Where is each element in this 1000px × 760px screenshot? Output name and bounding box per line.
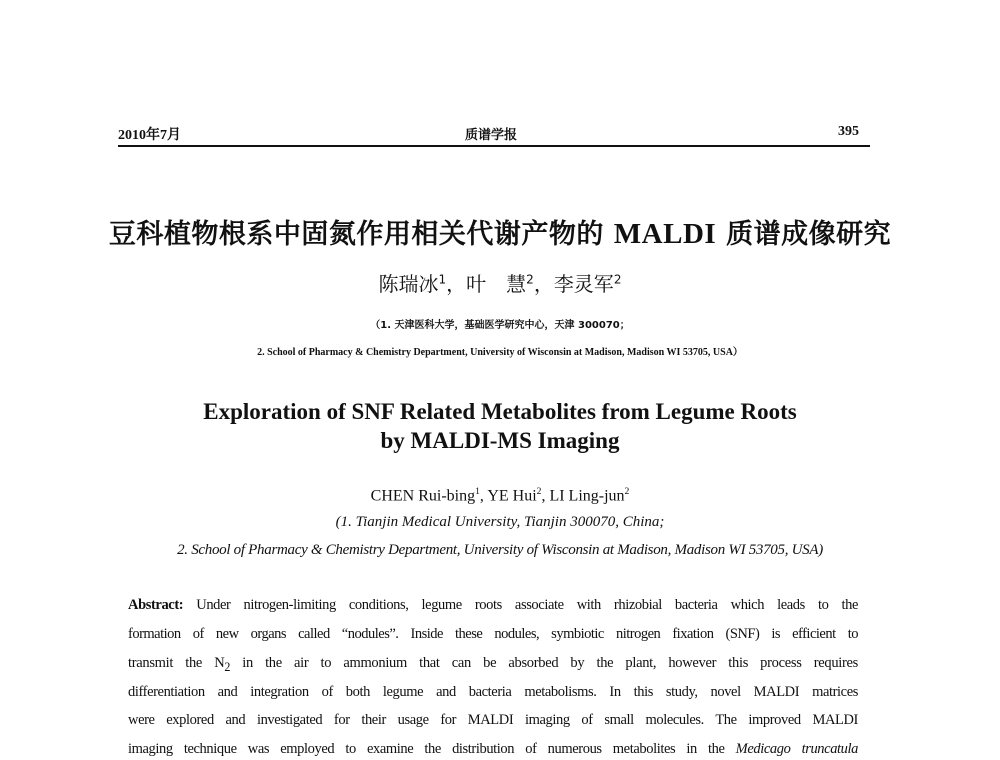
header-journal: 质谱学报 bbox=[465, 128, 518, 143]
abstract-line bbox=[128, 655, 858, 675]
english-title-line1: Exploration of SNF Related Metabolites from Legume Roots bbox=[203, 399, 797, 424]
header-page-number: 395 bbox=[838, 124, 859, 139]
english-affiliation-1: (1. Tianjin Medical University, Tianjin 300070, China; bbox=[335, 514, 665, 530]
chinese-title-part: 豆科植物根系中固氮作用相关代谢产物的 bbox=[108, 219, 604, 250]
header-date: 2010年7月 bbox=[118, 128, 181, 143]
abstract-text: formation of new organs called “nodules”. Inside these nodules, symbiotic nitrogen fixation (SNF) is efficient to bbox=[128, 626, 858, 642]
english-title-line2: by MALDI-MS Imaging bbox=[380, 428, 620, 453]
author-name: LI Ling-jun bbox=[549, 487, 625, 505]
header-rule bbox=[118, 145, 870, 147]
author-sup: 2 bbox=[536, 486, 542, 497]
abstract-line bbox=[128, 741, 858, 758]
abstract-text: imaging technique was employed to examine the distribution of numerous metabolites in the bbox=[128, 741, 725, 757]
subscript: 2 bbox=[224, 659, 231, 674]
abstract-text: were explored and investigated for their usage for MALDI imaging of small molecules. The improved MALDI bbox=[128, 712, 858, 728]
author-name: CHEN Rui-bing bbox=[370, 487, 476, 505]
author-sup: 1 bbox=[475, 486, 480, 497]
chinese-affiliation-1: （1. 天津医科大学，基础医学研究中心，天津 300070； bbox=[370, 320, 630, 331]
chinese-title-part: 质谱成像研究 bbox=[726, 219, 892, 250]
abstract-label: Abstract: bbox=[128, 597, 184, 613]
abstract-text: transmit the N bbox=[128, 655, 225, 671]
author-name: 陈瑞冰 bbox=[378, 272, 439, 296]
author-sup: 2 bbox=[526, 272, 534, 287]
english-authors: CHEN Rui-bing$^1$, YE Hui$^2$, LI Ling-jun$^2$ bbox=[370, 486, 630, 505]
abstract-text: Under nitrogen-limiting conditions, legume roots associate with rhizobial bacteria which leads to the bbox=[196, 597, 858, 613]
abstract-line bbox=[128, 712, 858, 729]
chinese-authors: 陈瑞冰$^1$，叶 慧$^2$，李灵军$^2$ bbox=[378, 272, 622, 296]
author-name: YE Hui bbox=[487, 487, 537, 505]
abstract-line bbox=[128, 626, 858, 643]
chinese-title bbox=[0, 212, 1000, 251]
abstract-line bbox=[128, 684, 858, 701]
abstract-species: Medicago truncatula bbox=[735, 741, 859, 757]
abstract-line bbox=[128, 597, 858, 614]
english-affiliation-2: 2. School of Pharmacy & Chemistry Department, University of Wisconsin at Madison, Madison WI 53705, USA) bbox=[177, 542, 823, 558]
author-sup: 1 bbox=[438, 272, 447, 287]
author-name: 李灵军 bbox=[553, 272, 614, 296]
chinese-title-maldi: MALDI bbox=[613, 218, 717, 250]
author-sup: 2 bbox=[624, 486, 630, 497]
chinese-affiliation-2: 2. School of Pharmacy & Chemistry Department, University of Wisconsin at Madison, Madison WI 53705, USA） bbox=[257, 347, 743, 358]
abstract-text: in the air to ammonium that can be absorbed by the plant, however this process requires bbox=[230, 655, 858, 671]
abstract-text: differentiation and integration of both legume and bacteria metabolisms. In this study, novel MALDI matrices bbox=[128, 684, 858, 700]
author-name: 叶 慧 bbox=[466, 272, 527, 296]
author-sup: 2 bbox=[613, 272, 622, 287]
